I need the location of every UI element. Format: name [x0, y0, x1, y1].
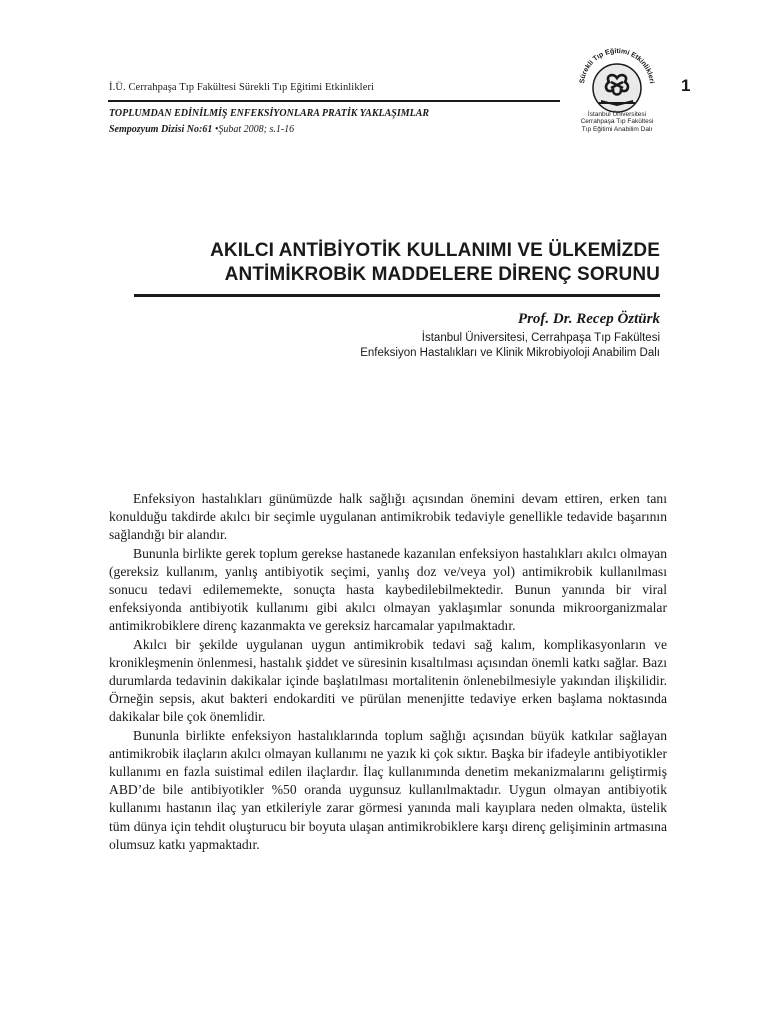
title-line: AKILCI ANTİBİYOTİK KULLANIMI VE ÜLKEMİZDE [210, 240, 660, 261]
title-line: ANTİMİKROBİK MADDELERE DİRENÇ SORUNU [224, 264, 660, 285]
series-label: Sempozyum Dizisi No:61 [109, 124, 213, 135]
affiliation-line: Enfeksiyon Hastalıkları ve Klinik Mikrobiyoloji Anabilim Dalı [360, 346, 660, 359]
affiliation-line: İstanbul Üniversitesi, Cerrahpaşa Tıp Fakültesi [421, 332, 660, 344]
header-series [109, 124, 294, 135]
article-title [150, 239, 660, 287]
logo-caption [572, 111, 662, 133]
logo-line: İstanbul Üniversitesi [587, 111, 647, 118]
series-date: •Şubat 2008; s.1-16 [214, 124, 295, 135]
logo-line: Tıp Eğitimi Anabilim Dalı [581, 125, 653, 133]
header-institution: İ.Ü. Cerrahpaşa Tıp Fakültesi Sürekli Tıp Eğitimi Etkinlikleri [109, 82, 375, 93]
page-number: 1 [681, 76, 691, 95]
title-rule [134, 294, 660, 297]
body-text [109, 490, 667, 854]
author-name: Prof. Dr. Recep Öztürk [517, 311, 660, 327]
header-rule [108, 100, 560, 102]
paragraph: Bununla birlikte enfeksiyon hastalıklarında toplum sağlığı açısından büyük katkılar sağlayan antimikrobik ilaçların akılcı olmayan kullanımı ne yazık ki çok sıktır. Başka bir ifadeyle antibiyotikler kullanımı en fazla suistimal edilen ilaçlardır. İlaç kullanımında denetim mekanizmalarını geliştirmiş ABD’de bile antibiyotikler %50 oranda uygunsuz kullanılmaktadır. Uygun olmayan antibiyotik kullanımı hastanın ilaç yan etkileriyle zarar görmesi yanında mali kayıplara neden olmakta, üstelik tüm dünya için tehdit oluşturucu bir boyuta ulaşan antimikrobiklere karşı direnç gelişiminin artmasına olumsuz katkı yapmaktadır. [109, 727, 667, 852]
paragraph: Akılcı bir şekilde uygulanan uygun antimikrobik tedavi sağ kalım, komplikasyonların ve kronikleşmenin önlenmesi, hastalık şiddet ve süresinin kısaltılması açısından önemli katkı sağlar. Bazı durumlarda tedavinin dakikalar içinde başlatılması mortalitenin önlenebilmesiyle yakından ilişkilidir. Örneğin sepsis, akut bakteri endokarditi ve pürülan menenjitte tedaviye erken başlama noktasında dakikalar bile çok önemlidir. [109, 636, 667, 725]
logo-ring-text: Sürekli Tıp Eğitimi Etkinlikleri [579, 47, 655, 84]
author-affiliation [250, 331, 660, 360]
header-symposium: TOPLUMDAN EDİNİLMİŞ ENFEKSİYONLARA PRATİK YAKLAŞIMLAR [109, 108, 430, 119]
paragraph: Bununla birlikte gerek toplum gerekse hastanede kazanılan enfeksiyon hastalıkları akılcı olmayan (gereksiz kullanım, yanlış antibiyotik seçimi, yanlış doz ve/veya yol) antimikrobik kullanılması sonucu tedavi edilememekte, sonuçta hasta kaybedilebilmektedir. Bunun yanında bir viral enfeksiyonda antibiyotik kullanımı gibi akılcı olmayan yaklaşımlar sonunda mikroorganizmalar antimikrobiklere direnç kazanmakta ve gereksiz harcamalar yapılmaktadır. [109, 545, 667, 634]
logo-line: Cerrahpaşa Tıp Fakültesi [580, 118, 654, 126]
paragraph: Enfeksiyon hastalıkları günümüzde halk sağlığı açısından önemini devam ettiren, erken tanı konulduğu takdirde akılcı bir seçimle uygulanan antimikrobik tedaviyle genellikle tedavide başarının sağlandığı bir alandır. [109, 491, 667, 543]
